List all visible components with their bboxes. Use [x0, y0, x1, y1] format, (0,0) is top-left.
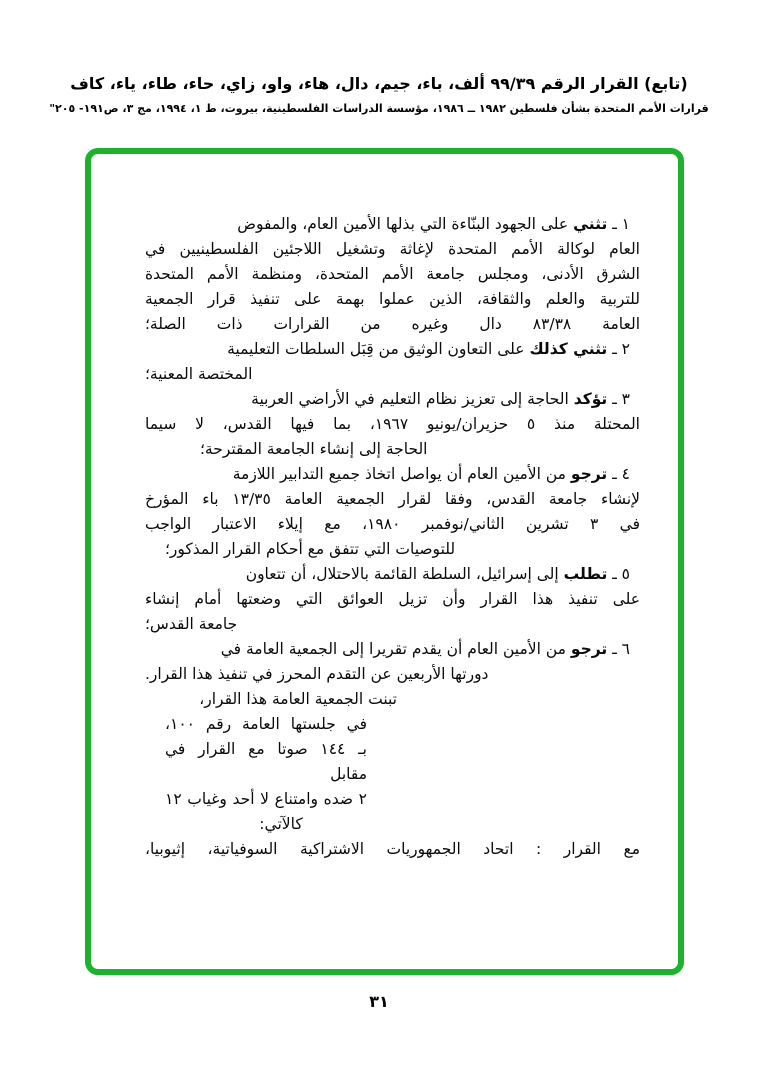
text-segment: المحتلة منذ ٥ حزيران/يونيو ١٩٦٧، بما فيها القدس، لا سيما — [145, 415, 640, 433]
text-line — [145, 387, 640, 412]
bold-operative-word: تطلب — [563, 565, 608, 583]
resolution-paragraph — [145, 212, 640, 337]
resolution-paragraph — [145, 462, 640, 562]
page-number: ٣١ — [369, 992, 389, 1011]
text-line — [145, 312, 640, 337]
text-segment: على تنفيذ هذا القرار وأن تزيل العوائق التي وضعتها أمام إنشاء — [145, 590, 640, 608]
text-segment: الشرق الأدنى، ومجلس جامعة الأمم المتحدة، ومنظمة الأمم المتحدة — [145, 265, 640, 283]
text-segment: في ٣ تشرين الثاني/نوفمبر ١٩٨٠، مع إيلاء الاعتبار الواجب — [145, 515, 640, 533]
text-segment: العام لوكالة الأمم المتحدة لإغاثة وتشغيل اللاجئين الفلسطينيين في — [145, 240, 640, 258]
text-segment: ٦ ـ — [607, 640, 630, 658]
text-segment: إلى إسرائيل، السلطة القائمة بالاحتلال، أن تتعاون — [245, 565, 564, 583]
resolution-header-title: (تابع) القرار الرقم ٩٩/٣٩ ألف، باء، جيم، دال، هاء، واو، زاي، حاء، طاء، ياء، كاف — [70, 74, 688, 93]
text-line — [145, 537, 640, 562]
resolution-paragraphs — [145, 212, 640, 687]
resolution-paragraph — [145, 562, 640, 637]
text-line — [145, 462, 640, 487]
text-line — [145, 512, 640, 537]
text-segment: العامة ٨٣/٣٨ دال وغيره من القرارات ذات الصلة؛ — [145, 315, 640, 333]
text-segment: للتربية والعلم والثقافة، الذين عملوا بهمة على تنفيذ قرار الجمعية — [145, 290, 640, 308]
text-line — [145, 412, 640, 437]
text-segment: ٣ ـ — [607, 390, 630, 408]
text-line — [145, 362, 640, 387]
text-segment: ٢ ـ — [607, 340, 630, 358]
bold-operative-word: تثني كذلك — [529, 340, 608, 358]
text-segment: من الأمين العام أن يقدم تقريرا إلى الجمعية العامة في — [220, 640, 571, 658]
vote-record-block — [165, 687, 397, 837]
text-line — [145, 287, 640, 312]
text-segment: جامعة القدس؛ — [145, 615, 238, 633]
text-segment: الحاجة إلى إنشاء الجامعة المقترحة؛ — [200, 440, 428, 458]
resolution-body — [145, 212, 640, 862]
text-line — [145, 237, 640, 262]
text-line — [145, 437, 640, 462]
vote-record-line: كالآتي: — [259, 815, 303, 833]
text-line — [145, 612, 640, 637]
vote-record-line: بـ ١٤٤ صوتا مع القرار في مقابل — [165, 740, 367, 783]
text-line — [145, 587, 640, 612]
resolution-paragraph — [145, 337, 640, 387]
resolution-paragraph — [145, 637, 640, 687]
text-segment: للتوصيات التي تتفق مع أحكام القرار المذكور؛ — [165, 540, 456, 558]
bold-operative-word: تثني — [573, 215, 608, 233]
vote-result-line: مع القرار : اتحاد الجمهوريات الاشتراكية السوفياتية، إثيوبيا، — [145, 840, 640, 858]
vote-record-line: في جلستها العامة رقم ١٠٠، — [165, 715, 367, 733]
text-segment: المختصة المعنية؛ — [145, 365, 253, 383]
text-segment: دورتها الأربعين عن التقدم المحرز في تنفيذ هذا القرار. — [145, 665, 489, 683]
bold-operative-word: ترجو — [570, 640, 608, 658]
text-line — [145, 337, 640, 362]
resolution-paragraph — [145, 387, 640, 462]
vote-record-line: ٢ ضده وامتناع لا أحد وغياب ١٢ — [165, 790, 367, 808]
text-segment: ١ ـ — [607, 215, 630, 233]
green-border-box — [85, 148, 684, 975]
text-line — [145, 487, 640, 512]
text-segment: من الأمين العام أن يواصل اتخاذ جميع التدابير اللازمة — [232, 465, 571, 483]
vote-record-line: تبنت الجمعية العامة هذا القرار، — [199, 690, 397, 708]
bold-operative-word: تؤكد — [573, 390, 608, 408]
text-line — [145, 562, 640, 587]
text-line — [145, 662, 640, 687]
text-line — [145, 637, 640, 662]
text-segment: على التعاون الوثيق من قِبَل السلطات التعليمية — [227, 340, 530, 358]
text-line — [145, 262, 640, 287]
text-segment: الحاجة إلى تعزيز نظام التعليم في الأراضي العربية — [251, 390, 574, 408]
text-segment: ٥ ـ — [607, 565, 630, 583]
bold-operative-word: ترجو — [570, 465, 608, 483]
text-segment: لإنشاء جامعة القدس، وفقا لقرار الجمعية العامة ١٣/٣٥ باء المؤرخ — [145, 490, 640, 508]
source-citation-line: قرارات الأمم المتحدة بشأن فلسطين ١٩٨٢ ــ ١٩٨٦، مؤسسة الدراسات الفلسطينية، بيروت، ط ١، ١٩٩٤، مج ٣، ص١٩١- ٢٠٥" — [49, 102, 709, 115]
text-segment: على الجهود البنّاءة التي بذلها الأمين العام، والمفوض — [237, 215, 574, 233]
text-line — [145, 212, 640, 237]
text-segment: ٤ ـ — [607, 465, 630, 483]
